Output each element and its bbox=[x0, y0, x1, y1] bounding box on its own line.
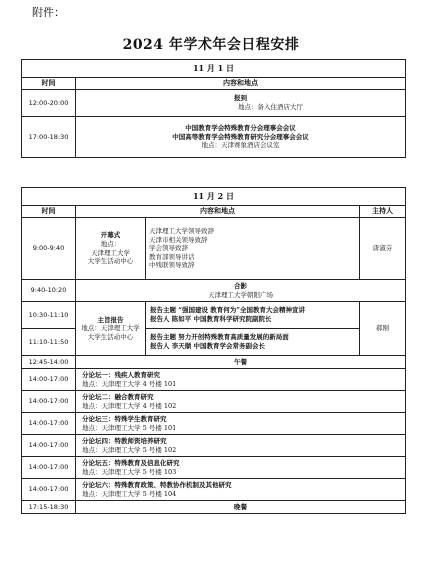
forum-place: 地点：天津理工大学 5 号楼 104 bbox=[82, 489, 177, 498]
table-row bbox=[22, 218, 406, 280]
row-time: 14:00-17:00 bbox=[22, 457, 76, 479]
row-time: 9:40-10:20 bbox=[22, 280, 76, 302]
forum-name: 分论坛三：特殊学生教育研究 bbox=[82, 414, 167, 423]
day1-col-content: 内容和地点 bbox=[76, 78, 406, 90]
row-time: 17:00-18:30 bbox=[22, 117, 76, 158]
talk-speaker: 报告人 陈如平 中国教育科学研究院副院长 bbox=[150, 315, 272, 323]
host-name: 唐淑芬 bbox=[360, 218, 406, 280]
table-row bbox=[22, 90, 406, 117]
row-line: 中国教育学会特殊教育分会理事会会议 bbox=[185, 124, 296, 133]
opening-label: 开幕式 bbox=[100, 231, 121, 240]
forum-place: 地点：天津理工大学 5 号楼 101 bbox=[82, 423, 177, 432]
photo-title: 合影 bbox=[234, 281, 247, 290]
keynote-label: 主旨报告 bbox=[97, 315, 124, 324]
opening-place: 天津理工大学 bbox=[91, 248, 130, 257]
day1-heading: 11 月 1 日 bbox=[22, 60, 406, 78]
row-time: 14:00-17:00 bbox=[22, 369, 76, 391]
row-time: 10:30-11:10 bbox=[22, 302, 76, 329]
opening-item: 中残联领导致辞 bbox=[149, 261, 195, 270]
forum-name: 分论坛四：特教师资培养研究 bbox=[82, 436, 167, 445]
day2-col-content: 内容和地点 bbox=[76, 206, 360, 218]
day2-schedule-table bbox=[21, 187, 406, 514]
table-row bbox=[22, 302, 406, 329]
keynote-place: 地点：天津理工大学 bbox=[81, 324, 140, 333]
forum-place: 地点：天津理工大学 5 号楼 102 bbox=[82, 445, 177, 454]
table-row bbox=[22, 391, 406, 413]
row-place: 地点：备入住酒店大厅 bbox=[238, 103, 303, 111]
table-row bbox=[22, 280, 406, 302]
opening-item: 教育部领导讲话 bbox=[149, 252, 195, 261]
attachment-label: 附件： bbox=[32, 6, 65, 19]
opening-item: 天津市相关领导致辞 bbox=[149, 235, 208, 244]
forum-place: 地点：天津理工大学 4 号楼 102 bbox=[82, 401, 177, 410]
talk-topic: 报告主题 “强国建设 教育何为”全国教育大会精神宣讲 bbox=[150, 306, 306, 315]
table-row bbox=[22, 501, 406, 514]
day2-col-time: 时间 bbox=[22, 206, 76, 218]
host-name: 郝刚 bbox=[360, 302, 406, 356]
table-row bbox=[22, 117, 406, 158]
page-title: 2024 年学术年会日程安排 bbox=[122, 37, 300, 53]
row-time: 14:00-17:00 bbox=[22, 479, 76, 501]
table-row bbox=[22, 369, 406, 391]
day1-schedule-table bbox=[21, 59, 406, 158]
forum-name: 分论坛六：特殊教育政策、特教协作机制及其他研究 bbox=[82, 480, 232, 489]
dinner-label: 晚餐 bbox=[76, 501, 406, 514]
opening-place: 大学生活动中心 bbox=[87, 257, 134, 266]
row-time: 14:00-17:00 bbox=[22, 413, 76, 435]
day2-heading: 11 月 2 日 bbox=[22, 188, 406, 206]
forum-name: 分论坛一：残疾人教育研究 bbox=[82, 370, 160, 379]
opening-place-label: 地点： bbox=[100, 239, 121, 248]
talk-topic: 报告主题 努力开创特殊教育高质量发展的新局面 bbox=[150, 333, 289, 342]
table-row bbox=[22, 457, 406, 479]
forum-place: 地点：天津理工大学 4 号楼 101 bbox=[82, 379, 177, 388]
row-line: 中国高等教育学会特殊教育研究分会理事会会议 bbox=[172, 132, 309, 141]
day1-col-time: 时间 bbox=[22, 78, 76, 90]
row-time: 9:00-9:40 bbox=[22, 218, 76, 280]
row-time: 12:45-14:00 bbox=[22, 356, 76, 369]
photo-place: 天津理工大学朝阳广场 bbox=[208, 290, 273, 299]
forum-name: 分论坛二：融合教育研究 bbox=[82, 392, 154, 401]
talk-speaker: 报告人 李天顺 中国教育学会常务副会长 bbox=[150, 342, 266, 350]
lunch-label: 午餐 bbox=[76, 356, 406, 369]
forum-place: 地点：天津理工大学 5 号楼 103 bbox=[82, 467, 177, 476]
row-time: 17:15-18:30 bbox=[22, 501, 76, 514]
keynote-place: 大学生活动中心 bbox=[87, 332, 134, 341]
row-place: 地点：天津赛象酒店会议室 bbox=[201, 141, 280, 150]
forum-name: 分论坛五：特殊教育及信息化研究 bbox=[82, 458, 180, 467]
table-row bbox=[22, 479, 406, 501]
day2-col-host: 主持人 bbox=[360, 206, 406, 218]
table-row bbox=[22, 435, 406, 457]
opening-item: 天津理工大学领导致辞 bbox=[149, 227, 214, 236]
table-row bbox=[22, 413, 406, 435]
row-time: 14:00-17:00 bbox=[22, 435, 76, 457]
row-time: 14:00-17:00 bbox=[22, 391, 76, 413]
opening-item: 学会领导致辞 bbox=[149, 244, 188, 253]
table-row bbox=[22, 356, 406, 369]
row-title: 报到 bbox=[234, 94, 247, 103]
row-time: 11:10-11:50 bbox=[22, 329, 76, 356]
row-time: 12:00-20:00 bbox=[22, 90, 76, 117]
